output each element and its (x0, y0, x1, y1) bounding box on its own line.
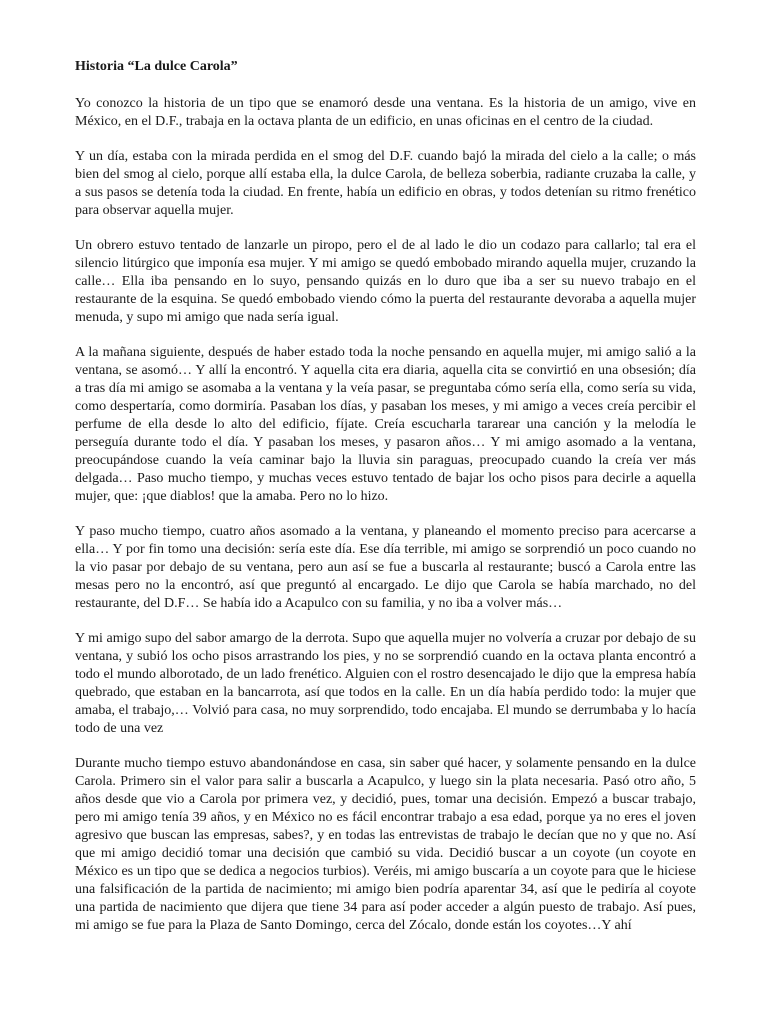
paragraph-6: Y mi amigo supo del sabor amargo de la derrota. Supo que aquella mujer no volvería a cruzar por debajo de su ventana, y subió los ocho pisos arrastrando los pies, y no se sorprendió cuando en la octava planta encontró a todo el mundo alborotado, de un lado frenético. Alguien con el rostro desencajado le dijo que la empresa había quebrado, que estaban en la bancarrota, así que todos en la calle. En un día había perdido todo: la mujer que amaba, el trabajo,… Volvió para casa, no muy sorprendido, todo encajaba. El mundo se derrumbaba y lo hacía todo de una vez (75, 631, 696, 736)
paragraph-1: Yo conozco la historia de un tipo que se enamoró desde una ventana. Es la historia de un amigo, vive en México, en el D.F., trabaja en la octava planta de un edificio, en unas oficinas en el centro de la ciudad. (75, 96, 696, 129)
paragraph-5: Y paso mucho tiempo, cuatro años asomado a la ventana, y planeando el momento preciso para acercarse a ella… Y por fin tomo una decisión: sería este día. Ese día terrible, mi amigo se sorprendió un poco cuando no la vio pasar por debajo de su ventana, pero aun así se fue a buscarla al restaurante; buscó a Carola entre las mesas pero no la encontró, así que preguntó al encargado. Le dijo que Carola se había marchado, no del restaurante, del D.F… Se había ido a Acapulco con su familia, y no iba a volver más… (75, 524, 696, 611)
paragraph-4: A la mañana siguiente, después de haber estado toda la noche pensando en aquella mujer, mi amigo salió a la ventana, se asomó… Y allí la encontró. Y aquella cita era diaria, aquella cita se convirtió en una obsesión; día a tras día mi amigo se asomaba a la ventana y la veía pasar, se preguntaba cómo sería ella, como sería su vida, como despertaría, como dormiría. Pasaban los días, y pasaban los meses, y mi amigo a veces creía percibir el perfume de ella desde lo alto del edificio, fíjate. Creía escucharla tararear una canción y la melodía le perseguía durante todo el día. Y pasaban los meses, y pasaron años… Y mi amigo asomado a la ventana, preocupándose cuando la veía caminar bajo la lluvia sin paraguas, preocupado cuando la creía ver más delgada… Paso mucho tiempo, y muchas veces estuvo tentado de bajar los ocho pisos para decirle a aquella mujer, que: ¡que diablos! que la amaba. Pero no lo hizo. (75, 345, 696, 504)
document-title: Historia “La dulce Carola” (75, 59, 238, 74)
paragraph-3: Un obrero estuvo tentado de lanzarle un piropo, pero el de al lado le dio un codazo para callarlo; tal era el silencio litúrgico que imponía esa mujer. Y mi amigo se quedó embobado mirando aquella mujer, cruzando la calle… Ella iba pensando en lo suyo, pensando quizás en lo duro que iba a ser su nuevo trabajo en el restaurante de la esquina. Se quedó embobado viendo cómo la puerta del restaurante devoraba a aquella mujer menuda, y supo mi amigo que nada sería igual. (75, 238, 696, 325)
paragraph-7: Durante mucho tiempo estuvo abandonándose en casa, sin saber qué hacer, y solamente pensando en la dulce Carola. Primero sin el valor para salir a buscarla a Acapulco, y luego sin la plata necesaria. Pasó otro año, 5 años desde que vio a Carola por primera vez, y decidió, pues, tomar una decisión. Empezó a buscar trabajo, pero mi amigo tenía 39 años, y en México no es fácil encontrar trabajo a esa edad, porque ya no eres el joven agresivo que buscan las empresas, sabes?, y en todas las entrevistas de trabajo le decían que no y que no. Así que mi amigo decidió tomar una decisión que cambió su vida. Decidió buscar a un coyote (un coyote en México es un tipo que se dedica a negocios turbios). Veréis, mi amigo buscaría a un coyote para que le hiciese una falsificación de la partida de nacimiento; mi amigo bien podría aparentar 34, así que le pediría al coyote una partida de nacimiento que dijera que tiene 34 para así poder acceder a algún puesto de trabajo. Así pues, mi amigo se fue para la Plaza de Santo Domingo, cerca del Zócalo, donde están los coyotes…Y ahí (75, 756, 696, 933)
paragraph-2: Y un día, estaba con la mirada perdida en el smog del D.F. cuando bajó la mirada del cielo a la calle; o más bien del smog al cielo, porque allí estaba ella, la dulce Carola, de belleza soberbia, radiante cruzaba la calle, y a sus pasos se detenía toda la ciudad. En frente, había un edificio en obras, y todos detenían su ritmo frenético para observar aquella mujer. (75, 149, 696, 218)
